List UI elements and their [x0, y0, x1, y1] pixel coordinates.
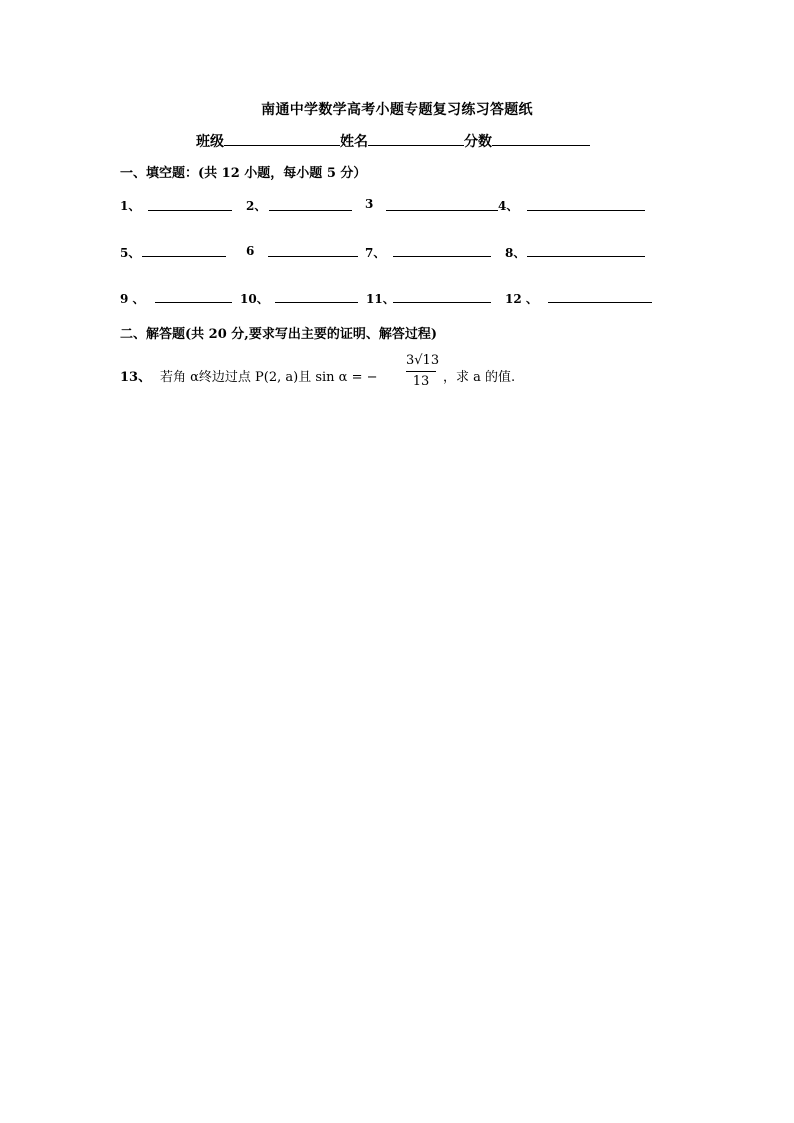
name-label: 姓名	[340, 134, 368, 150]
question-13	[120, 353, 516, 389]
question-13-number: 13、	[120, 370, 152, 385]
student-info-row	[196, 130, 590, 151]
question-13-text: 若角 α终边过点 P(2, a)且 sin α = −	[160, 370, 378, 385]
fraction-numerator: 3√13	[406, 353, 440, 368]
fill-in-label-4: 4、	[498, 199, 519, 213]
fill-in-label-10: 10、	[240, 292, 269, 306]
class-label: 班级	[196, 134, 224, 150]
score-blank[interactable]	[492, 130, 590, 146]
fill-in-blank-3[interactable]	[386, 210, 498, 211]
fill-in-label-11: 11、	[366, 292, 395, 306]
fill-in-label-5: 5、	[120, 246, 141, 260]
fraction-bar	[406, 371, 436, 372]
name-blank[interactable]	[368, 130, 464, 146]
fill-in-blank-12[interactable]	[548, 302, 652, 303]
fill-in-blank-7[interactable]	[393, 256, 491, 257]
fill-in-label-12: 12 、	[505, 292, 538, 306]
fill-in-label-6: 6	[246, 244, 255, 258]
fill-in-label-8: 8、	[505, 246, 526, 260]
fill-in-label-1: 1、	[120, 199, 141, 213]
section-fill-in-heading: 一、填空题：(共 12 小题，每小题 5 分）	[120, 166, 367, 181]
fill-in-blank-8[interactable]	[527, 256, 645, 257]
fraction-denominator: 13	[412, 374, 430, 389]
section-solution-heading: 二、解答题(共 20 分,要求写出主要的证明、解答过程)	[120, 327, 437, 342]
fill-in-blank-2[interactable]	[269, 210, 352, 211]
class-blank[interactable]	[224, 130, 340, 146]
question-13-fraction	[406, 353, 440, 390]
fill-in-blank-5[interactable]	[142, 256, 226, 257]
fill-in-blank-10[interactable]	[275, 302, 358, 303]
fill-in-blank-6[interactable]	[268, 256, 358, 257]
fill-in-label-9: 9 、	[120, 292, 145, 306]
fill-in-label-2: 2、	[246, 199, 267, 213]
score-label: 分数	[464, 134, 492, 150]
page-title: 南通中学数学高考小题专题复习练习答题纸	[261, 102, 533, 118]
fill-in-blank-9[interactable]	[155, 302, 232, 303]
fill-in-blank-11[interactable]	[393, 302, 491, 303]
fill-in-blank-1[interactable]	[148, 210, 232, 211]
fill-in-blank-4[interactable]	[527, 210, 645, 211]
fill-in-label-3: 3	[365, 197, 374, 211]
question-13-text-after: ，求 a 的值.	[443, 370, 516, 385]
fill-in-label-7: 7、	[365, 246, 386, 260]
